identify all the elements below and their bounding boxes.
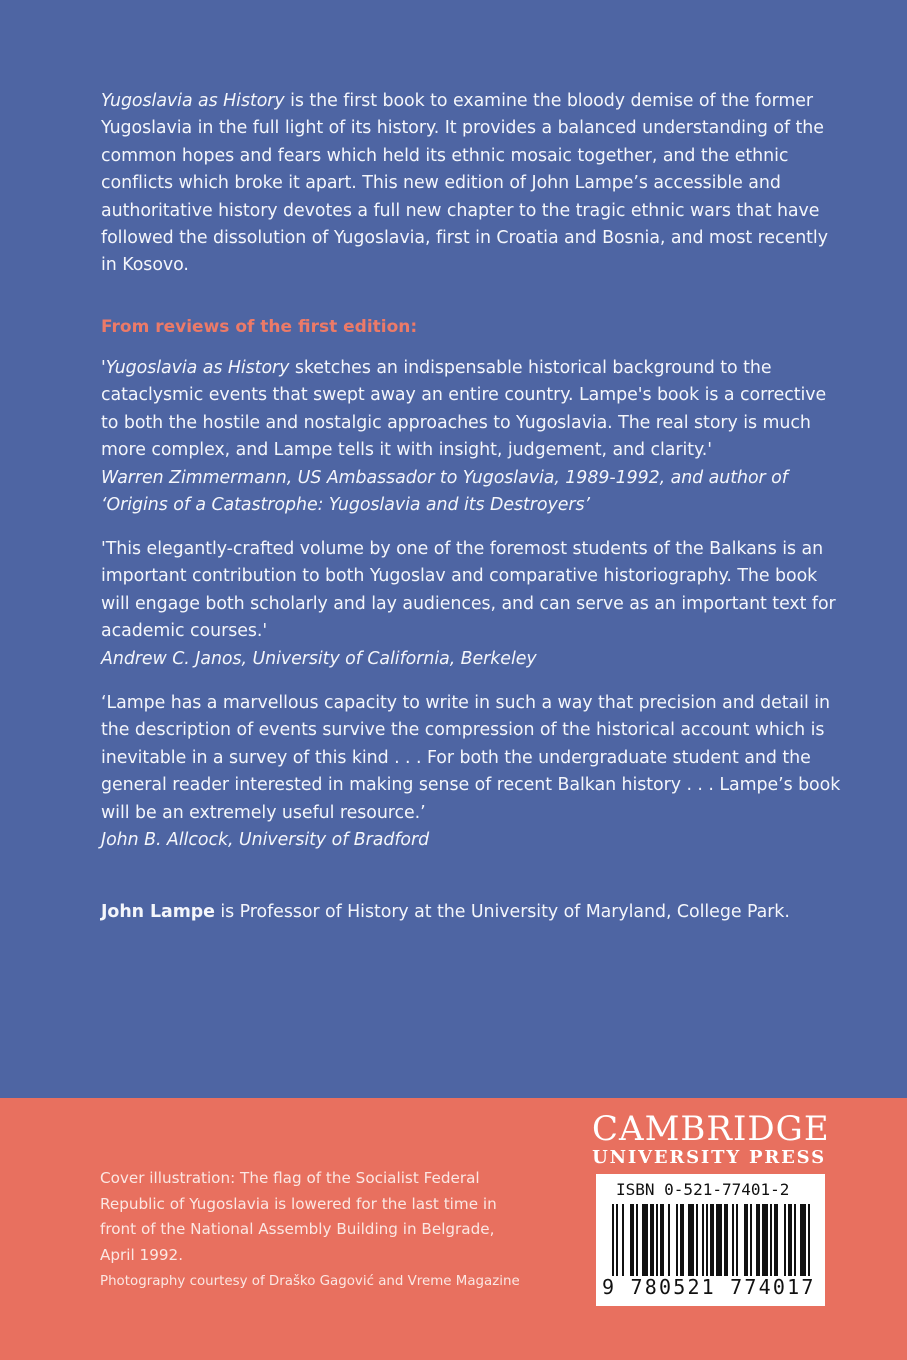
barcode-bar bbox=[774, 1204, 778, 1276]
barcode-bar bbox=[706, 1204, 708, 1276]
description-text: is the first book to examine the bloody demise of the former Yugoslavia in the full light of its history. It provides a balanced understanding of the common hopes and fears which held its ethnic mosaic together, and the ethnic conflicts which broke it apart. This new edition of John Lampe’s accessible and authoritative history devotes a full new chapter to the tragic ethnic wars that have followed the dissolution of Yugoslavia, first in Croatia and Bosnia, and most recently in Kosovo. bbox=[101, 91, 828, 276]
barcode-panel bbox=[596, 1174, 825, 1306]
barcode-bar bbox=[636, 1204, 638, 1276]
barcode-icon bbox=[612, 1204, 810, 1276]
review-attribution: Andrew C. Janos, University of California, Berkeley bbox=[101, 648, 537, 669]
author-note bbox=[101, 899, 841, 926]
barcode-bar bbox=[642, 1204, 648, 1276]
publisher-name: CAMBRIDGE bbox=[592, 1109, 830, 1149]
barcode-bar bbox=[710, 1204, 714, 1276]
barcode-bar bbox=[680, 1204, 684, 1276]
barcode-bar bbox=[732, 1204, 734, 1276]
barcode-bar bbox=[724, 1204, 728, 1276]
barcode-bar bbox=[668, 1204, 670, 1276]
barcode-bar bbox=[688, 1204, 694, 1276]
quote-open-mark: ' bbox=[101, 358, 106, 378]
book-description bbox=[101, 88, 841, 280]
barcode-bar bbox=[800, 1204, 806, 1276]
barcode-bar bbox=[770, 1204, 772, 1276]
barcode-bar bbox=[744, 1204, 748, 1276]
barcode-bar bbox=[808, 1204, 810, 1276]
review-quote bbox=[101, 355, 841, 519]
review-quote bbox=[101, 690, 841, 854]
publisher-logo bbox=[592, 1109, 830, 1168]
review-attribution: John B. Allcock, University of Bradford bbox=[101, 830, 430, 851]
barcode-bar bbox=[650, 1204, 654, 1276]
barcode-bar bbox=[616, 1204, 618, 1276]
barcode-bar bbox=[676, 1204, 678, 1276]
barcode-bar bbox=[702, 1204, 704, 1276]
cover-credit bbox=[100, 1166, 520, 1294]
cover-illustration-credit: Cover illustration: The flag of the Socialist Federal Republic of Yugoslavia is lowered for the last time in front of the National Assembly Building in Belgrade, April 1992. bbox=[100, 1169, 497, 1264]
barcode-bar bbox=[612, 1204, 614, 1276]
barcode-bar bbox=[696, 1204, 698, 1276]
isbn-number: ISBN 0-521-77401-2 bbox=[616, 1180, 790, 1199]
barcode-bar bbox=[716, 1204, 722, 1276]
photo-credit: Photography courtesy of Draško Gagović and Vreme Magazine bbox=[100, 1274, 520, 1289]
barcode-bar bbox=[756, 1204, 760, 1276]
barcode-bar bbox=[784, 1204, 786, 1276]
book-title-italic: Yugoslavia as History bbox=[101, 91, 285, 111]
barcode-bar bbox=[750, 1204, 752, 1276]
barcode-bar bbox=[660, 1204, 664, 1276]
author-bio: is Professor of History at the University of Maryland, College Park. bbox=[214, 902, 790, 922]
reviews-heading: From reviews of the first edition: bbox=[101, 317, 418, 337]
author-name: John Lampe bbox=[101, 902, 215, 922]
barcode-bar bbox=[630, 1204, 634, 1276]
review-attribution: Warren Zimmermann, US Ambassador to Yugoslavia, 1989-1992, and author of ‘Origins of a Catastrophe: Yugoslavia and its Destroyers’ bbox=[101, 467, 788, 516]
review-text: 'This elegantly-crafted volume by one of the foremost students of the Balkans is an important contribution to both Yugoslav and comparative historiography. The book will engage both scholarly and lay audiences, and can serve as an important text for academic courses.' bbox=[101, 539, 836, 642]
barcode-bar bbox=[622, 1204, 624, 1276]
barcode-bar bbox=[794, 1204, 796, 1276]
barcode-bar bbox=[762, 1204, 768, 1276]
barcode-bar bbox=[656, 1204, 658, 1276]
review-body: sketches an indispensable historical background to the cataclysmic events that swept away an entire country. Lampe's book is a corrective to both the hostile and nostalgic approaches to Yugoslavia. The real story is much more complex, and Lampe tells it with insight, judgement, and clarity.' bbox=[101, 358, 827, 461]
book-title-italic: Yugoslavia as History bbox=[105, 358, 290, 378]
publisher-press: UNIVERSITY PRESS bbox=[592, 1147, 826, 1168]
review-quote bbox=[101, 536, 841, 673]
review-text bbox=[101, 355, 841, 465]
barcode-bar bbox=[736, 1204, 738, 1276]
review-text: ‘Lampe has a marvellous capacity to write in such a way that precision and detail in the description of events survive the compression of the historical account which is inevitable in a survey of this kind . . . For both the undergraduate student and the general reader interested in making sense of recent Balkan history . . . Lampe’s book will be an extremely useful resource.’ bbox=[101, 693, 841, 823]
barcode-bar bbox=[788, 1204, 792, 1276]
ean-number: 9 780521 774017 bbox=[602, 1275, 816, 1299]
